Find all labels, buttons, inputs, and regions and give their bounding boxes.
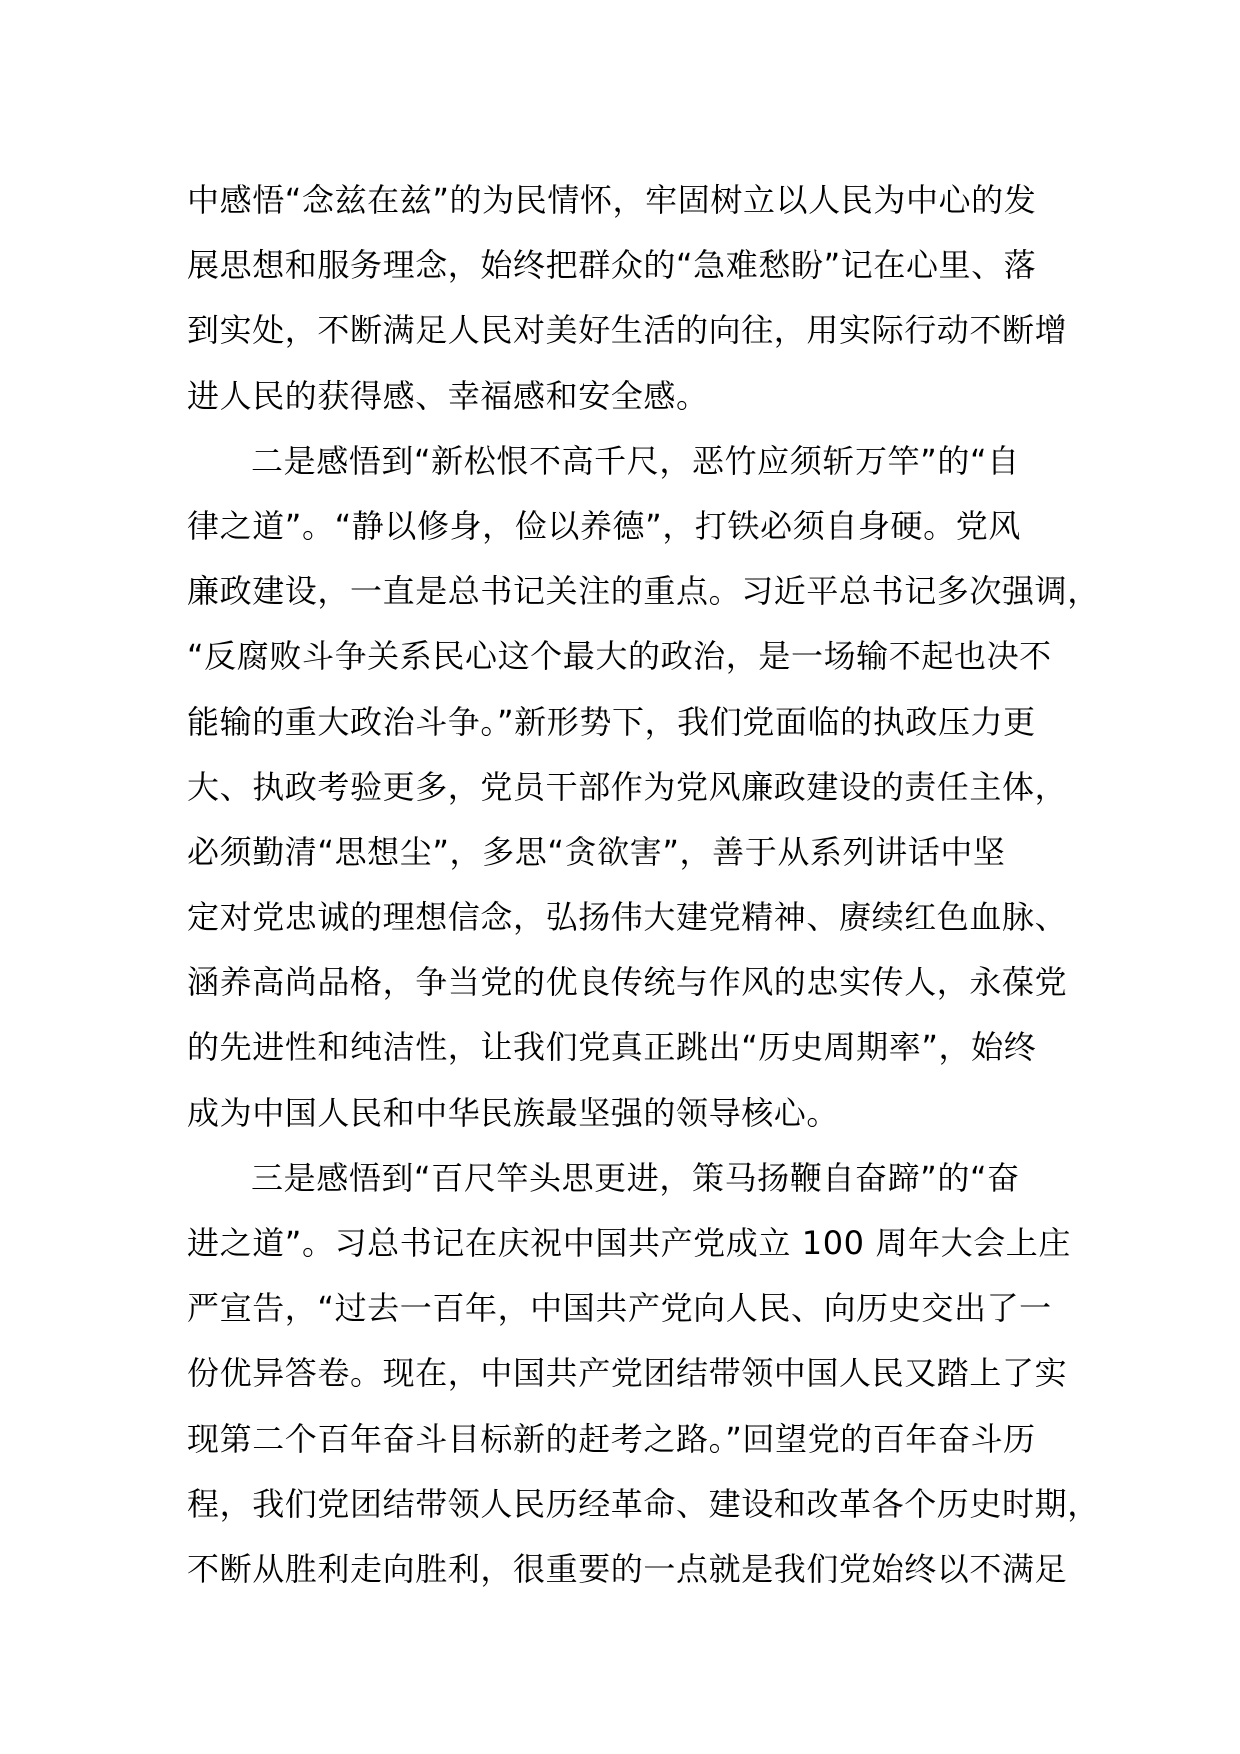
paragraph-3 (187, 1146, 1100, 1602)
text-line: 定对党忠诚的理想信念，弘扬伟大建党精神、赓续红色血脉、 (187, 898, 1068, 937)
text-line: 三是感悟到“百尺竿头思更进，策马扬鞭自奋蹄”的“奋 (251, 1158, 1020, 1197)
text-line: 大、执政考验更多，党员干部作为党风廉政建设的责任主体， (187, 767, 1068, 806)
text-line: 廉政建设，一直是总书记关注的重点。习近平总书记多次强调， (187, 572, 1100, 611)
text-line: 成为中国人民和中华民族最坚强的领导核心。 (187, 1093, 840, 1132)
text-line: 进人民的获得感、幸福感和安全感。 (187, 376, 709, 415)
text-line: 严宣告，“过去一百年，中国共产党向人民、向历史交出了一 (187, 1289, 1052, 1328)
text-line: 现第二个百年奋斗目标新的赶考之路。”回望党的百年奋斗历 (187, 1419, 1036, 1458)
text-line: 律之道”。“静以修身，俭以养德”，打铁必须自身硬。党风 (187, 506, 1021, 545)
text-line: 份优异答卷。现在，中国共产党团结带领中国人民又踏上了实 (187, 1354, 1068, 1393)
text-line: 必须勤清“思想尘”，多思“贪欲害”，善于从系列讲话中坚 (187, 832, 1006, 871)
text-line: 到实处，不断满足人民对美好生活的向往，用实际行动不断增 (187, 311, 1068, 350)
text-line: 涵养高尚品格，争当党的优良传统与作风的忠实传人，永葆党 (187, 963, 1068, 1002)
text-line: 展思想和服务理念，始终把群众的“急难愁盼”记在心里、落 (187, 246, 1037, 285)
text-line: 能输的重大政治斗争。”新形势下，我们党面临的执政压力更 (187, 702, 1036, 741)
text-line: 二是感悟到“新松恨不高千尺，恶竹应须斩万竿”的“自 (251, 441, 1020, 480)
text-line: “反腐败斗争关系民心这个最大的政治，是一场输不起也决不 (187, 637, 1052, 676)
text-line: 程，我们党团结带领人民历经革命、建设和改革各个历史时期， (187, 1484, 1100, 1523)
text-line: 不断从胜利走向胜利，很重要的一点就是我们党始终以不满足 (187, 1549, 1068, 1588)
text-line: 中感悟“念兹在兹”的为民情怀，牢固树立以人民为中心的发 (187, 181, 1037, 219)
text-line: 进之道”。习总书记在庆祝中国共产党成立 100 周年大会上庄 (187, 1224, 1072, 1262)
body-text (187, 168, 1100, 1602)
text-line: 的先进性和纯洁性，让我们党真正跳出“历史周期率”，始终 (187, 1028, 1037, 1067)
paragraph-1 (187, 168, 1067, 429)
paragraph-2 (187, 429, 1100, 1146)
